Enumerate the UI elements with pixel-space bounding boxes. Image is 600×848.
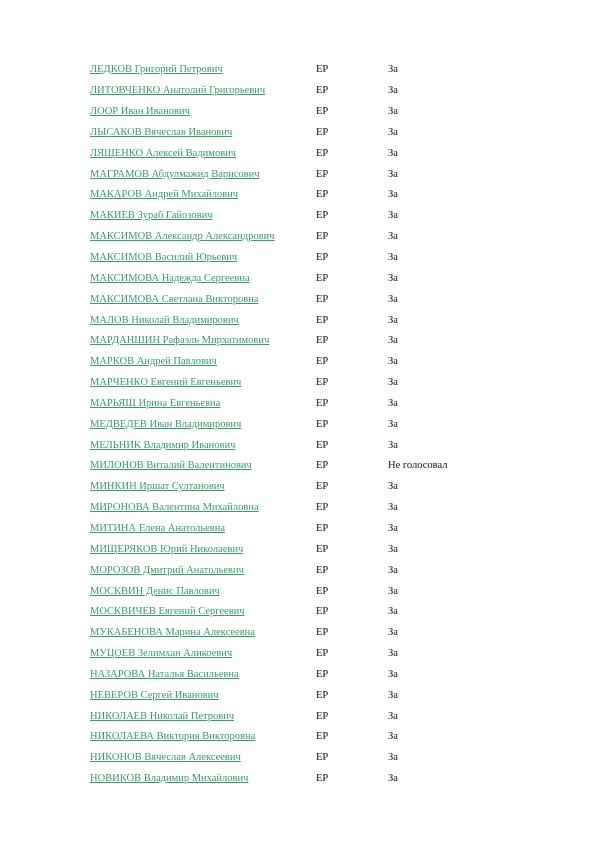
party-cell: ЕР — [316, 752, 329, 764]
deputy-name-link[interactable]: МАКСИМОВ Василий Юрьевич — [90, 252, 238, 264]
vote-result-cell: За — [388, 585, 398, 597]
party-cell: ЕР — [316, 564, 329, 576]
vote-row — [90, 123, 510, 144]
party-cell: ЕР — [316, 543, 329, 555]
vote-row — [90, 248, 510, 269]
vote-result-cell: За — [388, 439, 398, 451]
vote-result-cell: За — [388, 397, 398, 409]
vote-result-cell: За — [388, 773, 398, 785]
deputy-name-link[interactable]: МАКСИМОВА Светлана Викторовна — [90, 293, 259, 305]
deputy-name-link[interactable]: МИТИНА Елена Анатольевна — [90, 522, 226, 534]
vote-row — [90, 477, 510, 498]
vote-row — [90, 143, 510, 164]
deputy-name-link[interactable]: МАРЬЯШ Ирина Евгеньевна — [90, 397, 221, 409]
deputy-name-link[interactable]: МАРДАНШИН Рафаэль Мирхатимович — [90, 335, 270, 347]
vote-result-cell: За — [388, 606, 398, 618]
vote-result-cell: За — [388, 418, 398, 430]
vote-row — [90, 227, 510, 248]
vote-row — [90, 289, 510, 310]
vote-result-cell: За — [388, 689, 398, 701]
party-cell: ЕР — [316, 189, 329, 201]
vote-row — [90, 602, 510, 623]
vote-row — [90, 727, 510, 748]
deputy-name-link[interactable]: МОСКВИЧЕВ Евгений Сергеевич — [90, 606, 245, 618]
party-cell: ЕР — [316, 585, 329, 597]
party-cell: ЕР — [316, 460, 329, 472]
party-cell: ЕР — [316, 314, 329, 326]
party-cell: ЕР — [316, 293, 329, 305]
party-cell: ЕР — [316, 126, 329, 138]
party-cell: ЕР — [316, 522, 329, 534]
vote-row — [90, 394, 510, 415]
vote-row — [90, 664, 510, 685]
party-cell: ЕР — [316, 335, 329, 347]
party-cell: ЕР — [316, 481, 329, 493]
vote-result-cell: За — [388, 272, 398, 284]
party-cell: ЕР — [316, 397, 329, 409]
deputy-name-link[interactable]: МАРЧЕНКО Евгений Евгеньевич — [90, 377, 242, 389]
vote-row — [90, 164, 510, 185]
vote-row — [90, 185, 510, 206]
vote-row — [90, 206, 510, 227]
deputy-name-link[interactable]: ЛИТОВЧЕНКО Анатолий Григорьевич — [90, 85, 266, 97]
deputy-name-link[interactable]: МАЛОВ Николай Владимирович — [90, 314, 239, 326]
deputy-name-link[interactable]: МОСКВИН Денис Павлович — [90, 585, 220, 597]
deputy-name-link[interactable]: МАРКОВ Андрей Павлович — [90, 356, 217, 368]
vote-result-cell: За — [388, 293, 398, 305]
vote-result-cell: За — [388, 543, 398, 555]
vote-result-cell: За — [388, 752, 398, 764]
party-cell: ЕР — [316, 648, 329, 660]
party-cell: ЕР — [316, 64, 329, 76]
vote-row — [90, 748, 510, 769]
deputy-name-link[interactable]: МАКСИМОВ Александр Александрович — [90, 231, 275, 243]
vote-result-cell: За — [388, 314, 398, 326]
deputy-name-link[interactable]: МЕЛЬНИК Владимир Иванович — [90, 439, 236, 451]
vote-row — [90, 102, 510, 123]
deputy-name-link[interactable]: МУКАБЕНОВА Марина Алексеевна — [90, 627, 255, 639]
deputy-name-link[interactable]: МОРОЗОВ Дмитрий Анатольевич — [90, 564, 244, 576]
vote-result-cell: За — [388, 64, 398, 76]
deputy-name-link[interactable]: МИЩЕРЯКОВ Юрий Николаевич — [90, 543, 244, 555]
vote-row — [90, 498, 510, 519]
party-cell: ЕР — [316, 210, 329, 222]
vote-result-cell: За — [388, 168, 398, 180]
vote-result-cell: За — [388, 147, 398, 159]
vote-result-cell: За — [388, 106, 398, 118]
vote-list — [90, 60, 510, 790]
party-cell: ЕР — [316, 272, 329, 284]
vote-result-cell: За — [388, 731, 398, 743]
deputy-name-link[interactable]: ЛЕДКОВ Григорий Петрович — [90, 64, 223, 76]
party-cell: ЕР — [316, 606, 329, 618]
vote-result-cell: За — [388, 189, 398, 201]
vote-result-cell: За — [388, 126, 398, 138]
deputy-name-link[interactable]: МАКАРОВ Андрей Михайлович — [90, 189, 239, 201]
party-cell: ЕР — [316, 85, 329, 97]
deputy-name-link[interactable]: НИКОНОВ Вячеслав Алексеевич — [90, 752, 241, 764]
vote-row — [90, 268, 510, 289]
vote-row — [90, 539, 510, 560]
vote-row — [90, 706, 510, 727]
vote-result-cell: За — [388, 564, 398, 576]
party-cell: ЕР — [316, 689, 329, 701]
vote-row — [90, 685, 510, 706]
vote-result-cell: За — [388, 668, 398, 680]
vote-row — [90, 623, 510, 644]
vote-row — [90, 519, 510, 540]
vote-row — [90, 331, 510, 352]
party-cell: ЕР — [316, 356, 329, 368]
deputy-name-link[interactable]: НОВИКОВ Владимир Михайлович — [90, 773, 249, 785]
deputy-name-link[interactable]: МЕДВЕДЕВ Иван Владимирович — [90, 418, 242, 430]
deputy-name-link[interactable]: НИКОЛАЕВА Виктория Викторовна — [90, 731, 256, 743]
vote-row — [90, 581, 510, 602]
vote-result-cell: За — [388, 210, 398, 222]
deputy-name-link[interactable]: ЛООР Иван Иванович — [90, 106, 190, 118]
party-cell: ЕР — [316, 168, 329, 180]
vote-result-cell: Не голосовал — [388, 460, 448, 472]
vote-row — [90, 81, 510, 102]
vote-row — [90, 352, 510, 373]
vote-row — [90, 644, 510, 665]
vote-row — [90, 456, 510, 477]
party-cell: ЕР — [316, 439, 329, 451]
deputy-name-link[interactable]: НЕВЕРОВ Сергей Иванович — [90, 689, 219, 701]
deputy-name-link[interactable]: ЛЫСАКОВ Вячеслав Иванович — [90, 126, 233, 138]
party-cell: ЕР — [316, 106, 329, 118]
deputy-name-link[interactable]: МИРОНОВА Валентина Михайловна — [90, 502, 259, 514]
vote-result-cell: За — [388, 648, 398, 660]
vote-row — [90, 560, 510, 581]
party-cell: ЕР — [316, 731, 329, 743]
vote-row — [90, 310, 510, 331]
deputy-name-link[interactable]: МИНКИН Иршат Султанович — [90, 481, 225, 493]
party-cell: ЕР — [316, 668, 329, 680]
party-cell: ЕР — [316, 710, 329, 722]
party-cell: ЕР — [316, 252, 329, 264]
vote-result-cell: За — [388, 710, 398, 722]
vote-result-cell: За — [388, 85, 398, 97]
vote-result-cell: За — [388, 522, 398, 534]
deputy-name-link[interactable]: МИЛОНОВ Виталий Валентинович — [90, 460, 252, 472]
party-cell: ЕР — [316, 502, 329, 514]
vote-result-cell: За — [388, 356, 398, 368]
party-cell: ЕР — [316, 773, 329, 785]
vote-result-cell: За — [388, 335, 398, 347]
deputy-name-link[interactable]: МАГРАМОВ Абдулмажид Варисович — [90, 168, 260, 180]
vote-row — [90, 769, 510, 790]
party-cell: ЕР — [316, 231, 329, 243]
vote-row — [90, 435, 510, 456]
party-cell: ЕР — [316, 377, 329, 389]
party-cell: ЕР — [316, 147, 329, 159]
vote-result-cell: За — [388, 231, 398, 243]
deputy-name-link[interactable]: НАЗАРОВА Наталья Васильевна — [90, 668, 239, 680]
vote-row — [90, 414, 510, 435]
vote-result-cell: За — [388, 252, 398, 264]
vote-result-cell: За — [388, 481, 398, 493]
vote-result-cell: За — [388, 627, 398, 639]
vote-row — [90, 60, 510, 81]
vote-result-cell: За — [388, 377, 398, 389]
deputy-name-link[interactable]: НИКОЛАЕВ Николай Петрович — [90, 710, 235, 722]
vote-row — [90, 373, 510, 394]
vote-result-cell: За — [388, 502, 398, 514]
deputy-name-link[interactable]: МАКСИМОВА Надежда Сергеевна — [90, 272, 250, 284]
deputy-name-link[interactable]: ЛЯЩЕНКО Алексей Вадимович — [90, 147, 237, 159]
deputy-name-link[interactable]: МАКИЕВ Зураб Гайозович — [90, 210, 213, 222]
deputy-name-link[interactable]: МУЦОЕВ Зелимхан Аликоевич — [90, 648, 233, 660]
party-cell: ЕР — [316, 418, 329, 430]
party-cell: ЕР — [316, 627, 329, 639]
